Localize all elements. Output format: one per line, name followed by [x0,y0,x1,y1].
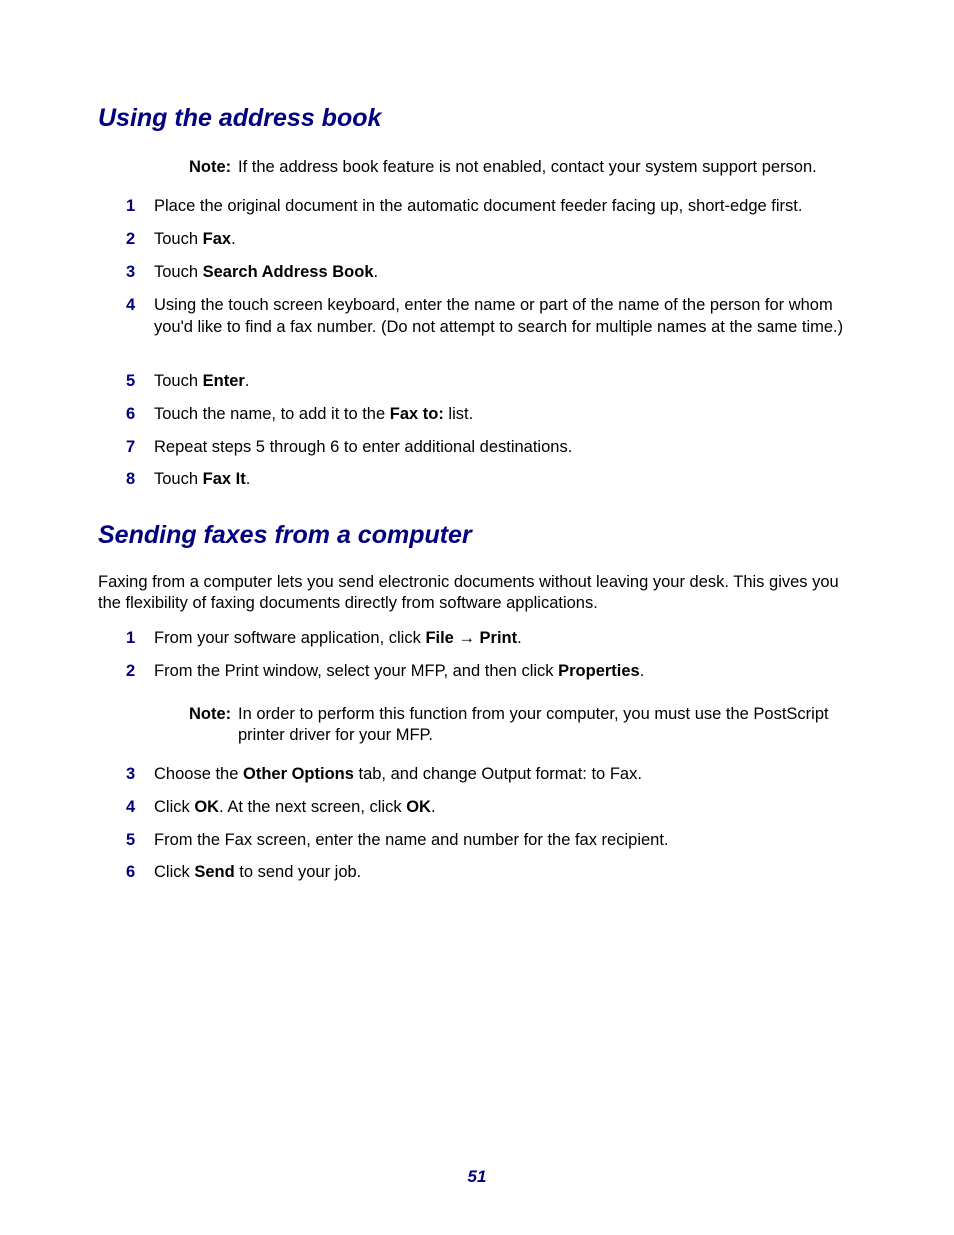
bold-term: Fax to: [389,405,444,423]
note-label: Note: [189,705,232,723]
step-text [154,797,856,819]
step-text [154,862,856,884]
step-text-fragment: . [373,263,379,281]
section-heading-address-book: Using the address book [98,104,382,132]
step-number: 5 [126,372,136,390]
step-text-fragment: Click [154,798,195,816]
step-text-fragment: Choose the [154,765,243,783]
step-text-fragment: Touch [154,230,203,248]
step-text-fragment: . [517,629,522,647]
step-text [154,469,856,491]
step-number: 1 [126,629,136,647]
intro-paragraph: Faxing from a computer lets you send electronic documents without leaving your desk. This gives you the flexibility of faxing documents directly from software applications. [98,573,839,612]
step-text-fragment: list. [443,405,474,423]
step-text-fragment: From the Fax screen, enter the name and number for the fax recipient. [154,831,669,849]
bold-term: Print [479,629,518,647]
note-text: If the address book feature is not enabled, contact your system support person. [238,158,817,176]
step-text [154,404,856,426]
step-number: 3 [126,263,136,281]
step-text [154,196,856,218]
step-text [154,661,856,683]
step-text-fragment: From the Print window, select your MFP, and then click [154,662,559,680]
step-text-fragment: Touch [154,263,203,281]
step-text-fragment: Place the original document in the automatic document feeder facing up, short-edge first. [154,197,803,215]
step-text-fragment: . [244,372,250,390]
step-text-fragment: From your software application, click [154,629,426,647]
page-number: 51 [467,1167,487,1186]
step-number: 7 [126,438,136,456]
bold-term: OK [194,798,220,816]
step-text [154,229,856,251]
step-text-fragment: tab, and change Output format: to Fax. [353,765,642,783]
step-number: 4 [126,798,136,816]
bold-term: Fax [202,230,232,248]
note-label: Note: [189,158,232,176]
step-text-fragment: . [245,470,251,488]
step-number: 8 [126,470,136,488]
step-text-fragment: Using the touch screen keyboard, enter the name or part of the name of the person for whom you'd like to find a fax number. (Do not attempt to search for multiple names at the same time.) [154,296,844,336]
step-number: 1 [126,197,136,215]
step-text-fragment: to send your job. [234,863,362,881]
bold-term: File [425,629,454,647]
step-text [154,830,856,852]
step-text-fragment: . [430,798,436,816]
step-text-fragment: . [639,662,645,680]
section-heading-sending-faxes: Sending faxes from a computer [98,521,472,549]
bold-term: Send [194,863,235,881]
step-number: 2 [126,662,136,680]
step-text-fragment: Touch [154,470,203,488]
bold-term: Properties [558,662,640,680]
step-text [154,437,856,459]
step-text-fragment: Touch [154,372,203,390]
step-text [154,262,856,284]
bold-term: Other Options [242,765,354,783]
step-text [154,295,856,338]
bold-term: Fax It [202,470,246,488]
bold-term: Enter [202,372,245,390]
step-text-fragment: Repeat steps 5 through 6 to enter additional destinations. [154,438,573,456]
step-number: 6 [126,863,136,881]
step-text-fragment: Touch the name, to add it to the [154,405,390,423]
step-text [154,371,856,393]
bold-term: OK [406,798,431,816]
step-text [154,628,856,650]
step-number: 6 [126,405,136,423]
step-text-fragment: Click [154,863,195,881]
note-text: In order to perform this function from your computer, you must use the PostScript printer driver for your MFP. [238,705,829,744]
step-text-fragment: → [453,629,480,647]
step-text-fragment: . At the next screen, click [219,798,407,816]
step-text-fragment: . [231,230,236,248]
step-number: 3 [126,765,136,783]
step-number: 2 [126,230,136,248]
step-number: 5 [126,831,136,849]
step-text [154,764,856,786]
step-number: 4 [126,296,136,314]
bold-term: Search Address Book [202,263,374,281]
